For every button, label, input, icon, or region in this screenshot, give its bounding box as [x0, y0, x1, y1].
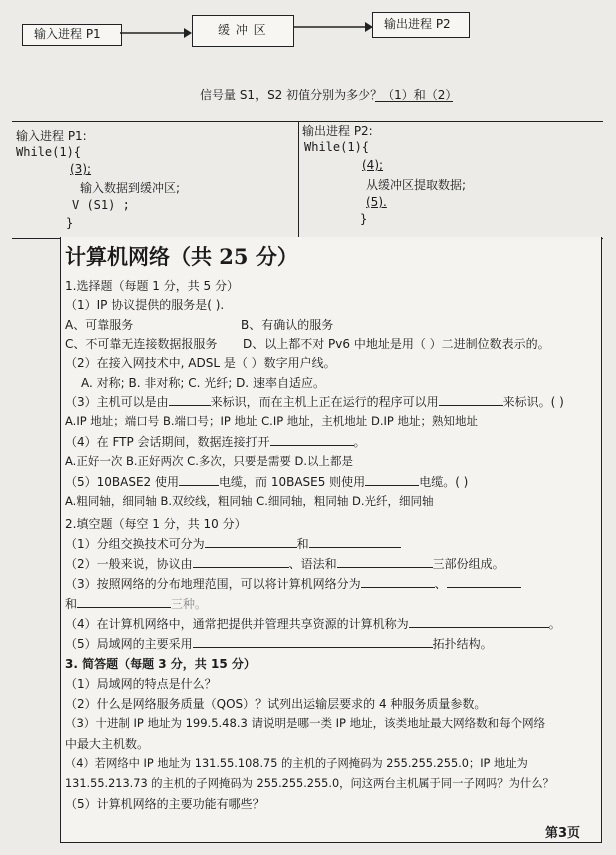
exam-title: 计算机网络（共 25 分）: [65, 244, 298, 269]
fill-q3-cont: [65, 595, 207, 612]
choice-q5: [65, 473, 468, 490]
fill-q2-mid: 、语法和: [288, 557, 337, 571]
choice-q3-end: 来标识。( ): [502, 395, 564, 409]
question-underline: [375, 101, 453, 102]
page-number: 第3页: [545, 826, 581, 841]
left-code-line-2: (3);: [70, 162, 92, 176]
choice-q3-options: A.IP 地址；端口号 B.端口号；IP 地址 C.IP 地址，主机地址 D.IP 地址；熟知地址: [65, 414, 478, 428]
fill-q1: [65, 535, 401, 552]
right-code-title: 输出进程 P2:: [302, 124, 373, 138]
choice-q1-option-b: B、有确认的服务: [241, 318, 334, 332]
fill-q3-text: （3）按照网络的分布地理范围，可以将计算机网络分为: [65, 577, 361, 591]
left-code-title: 输入进程 P1:: [16, 129, 87, 143]
right-code-line-1: While(1){: [304, 140, 370, 154]
choice-q1-option-a: A、可靠服务: [65, 318, 134, 332]
fill-q3-end: 三种。: [171, 597, 208, 611]
right-code-line-4: (5).: [366, 195, 387, 209]
choice-q4: （4）在 FTP 会话期间，数据连接打开 。: [65, 435, 366, 449]
choice-q5-a: （5）10BASE2 使用: [65, 475, 179, 489]
left-code-line-1: While(1){: [16, 145, 82, 159]
fill-q5-end: 拓扑结构。: [432, 637, 493, 651]
arrow-icon: [120, 26, 192, 40]
short-q3-cont: 中最大主机数。: [65, 737, 150, 751]
short-q1: （1）局域网的特点是什么？: [65, 677, 217, 691]
fill-q2: [65, 555, 505, 572]
fill-q5-text: （5）局域网的主要采用: [65, 637, 193, 651]
arrow-icon: [293, 20, 373, 34]
fill-q2-end: 三部份组成。: [432, 557, 505, 571]
choice-q2-options: A. 对称; B. 非对称; C. 光纤; D. 速率自适应。: [81, 376, 325, 390]
left-code-line-3: 输入数据到缓冲区;: [80, 181, 181, 195]
short-q4-cont: 131.55.213.73 的主机的子网掩码为 255.255.255.0，问这两台主机属于同一子网吗？为什么？: [65, 777, 554, 790]
short-q3: （3）十进制 IP 地址为 199.5.48.3 请说明是哪一类 IP 地址，该类地址最大网络数和每个网络: [65, 716, 546, 730]
left-code-line-4: V (S1) ;: [72, 198, 130, 212]
choice-q3-mid: 来标识，而在主机上正在运行的程序可以用: [210, 395, 439, 409]
right-code-line-5: }: [360, 212, 368, 226]
exam-sheet: [60, 237, 602, 843]
semaphore-question: 信号量 S1，S2 初值分别为多少？（1）和（2）: [200, 88, 458, 102]
choice-q1-option-d: D、以上都不对 Pv6 中地址是用（ ）二进制位数表示的。: [243, 337, 550, 351]
fill-q1-text: （1）分组交换技术可分为: [65, 537, 205, 551]
fill-q2-text: （2）一般来说，协议由: [65, 557, 193, 571]
choice-q1-option-c: C、不可靠无连接数据报服务: [65, 337, 218, 351]
code-table-divider: [298, 121, 299, 237]
short-q5: （5）计算机网络的主要功能有哪些？: [65, 797, 265, 811]
choice-q4-text: （4）在 FTP 会话期间，数据连接打开: [65, 435, 270, 449]
fill-q5: [65, 635, 493, 652]
fill-q3-and: 和: [65, 597, 78, 611]
short-q4: （4）若网络中 IP 地址为 131.55.108.75 的主机的子网掩码为 255.255.255.0；IP 地址为: [65, 757, 528, 770]
right-code-line-3: 从缓冲区提取数据;: [366, 178, 467, 192]
fill-q3: （3）按照网络的分布地理范围，可以将计算机网络分为 、: [65, 575, 521, 592]
choice-q3-start: （3）主机可以是由: [65, 395, 169, 409]
choice-q1: （1）IP 协议提供的服务是( ).: [65, 298, 225, 312]
choice-q5-options: A.粗同轴，细同轴 B.双绞线，粗同轴 C.细同轴，粗同轴 D.光纤，细同轴: [65, 494, 434, 508]
choice-q5-c: 电缆。( ): [419, 475, 469, 489]
choice-q4-options: A.正好一次 B.正好两次 C.多次，只要是需要 D.以上都是: [65, 454, 354, 468]
left-code-line-5: }: [66, 216, 74, 230]
section-short-answer-heading: 3. 简答题（每题 3 分，共 15 分）: [65, 657, 256, 671]
fill-q1-and: 和: [296, 537, 309, 551]
flow-label-output-process: 输出进程 P2: [384, 17, 451, 31]
short-q2: （2）什么是网络服务质量（QOS）？试列出运输层要求的 4 种服务质量参数。: [65, 697, 487, 711]
fill-q4-text: （4）在计算机网络中，通常把提供并管理共享资源的计算机称为: [65, 617, 409, 631]
section-choice-heading: 1.选择题（每题 1 分，共 5 分）: [65, 279, 239, 293]
choice-q5-b: 电缆，而 10BASE5 则使用: [219, 475, 366, 489]
flow-label-input-process: 输入进程 P1: [34, 27, 101, 41]
right-code-line-2: (4);: [362, 158, 384, 172]
section-fill-heading: 2.填空题（每空 1 分，共 10 分）: [65, 517, 247, 531]
choice-q2: （2）在接入网技术中, ADSL 是（ ）数字用户线。: [65, 356, 336, 370]
flow-label-buffer: 缓 冲 区: [218, 23, 267, 37]
fill-q4: （4）在计算机网络中，通常把提供并管理共享资源的计算机称为 。: [65, 617, 561, 631]
choice-q3: [65, 393, 564, 410]
